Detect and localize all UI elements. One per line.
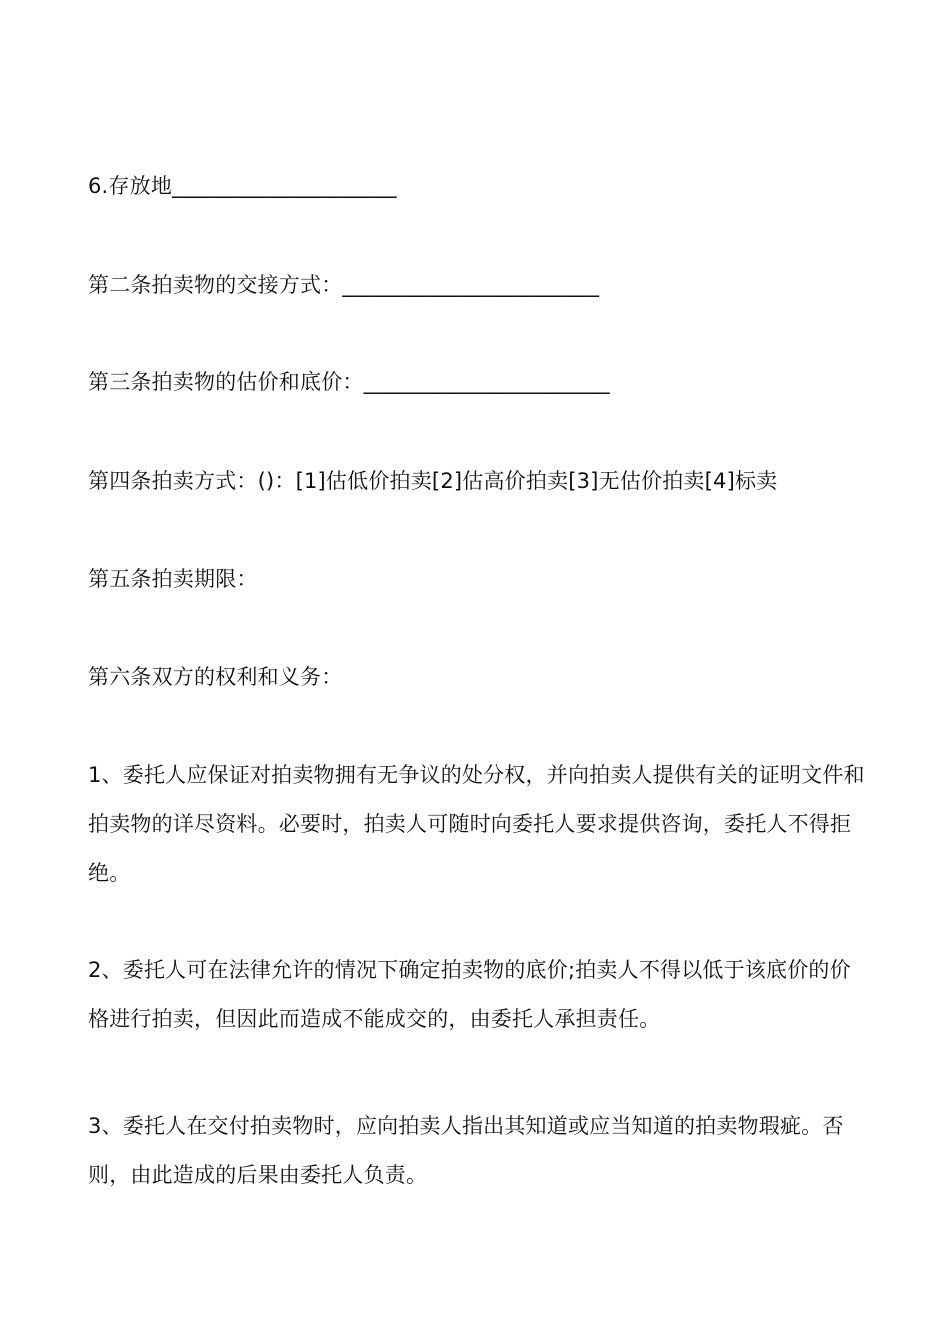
article-4-auction-method: 第四条拍卖方式：()：[1]估低价拍卖[2]估高价拍卖[3]无估价拍卖[4]标卖 (88, 469, 778, 493)
clause-2-paragraph: 2、委托人可在法律允许的情况下确定拍卖物的底价;拍卖人不得以低于该底价的价格进行拍卖，但因此而造成不能成交的，由委托人承担责任。 (88, 958, 851, 1031)
clause-3-paragraph: 3、委托人在交付拍卖物时，应向拍卖人指出其知道或应当知道的拍卖物瑕疵。否则，由此造成的后果由委托人负责。 (88, 1114, 844, 1187)
article-6-rights-obligations: 第六条双方的权利和义务： (88, 665, 343, 689)
article-2-handover-method: 第二条拍卖物的交接方式：________________________ (88, 273, 600, 297)
article-5-auction-period: 第五条拍卖期限： (88, 567, 258, 591)
clause-1-paragraph: 1、委托人应保证对拍卖物拥有无争议的处分权，并向拍卖人提供有关的证明文件和拍卖物的详尽资料。必要时，拍卖人可随时向委托人要求提供咨询，委托人不得拒绝。 (88, 763, 865, 885)
storage-location-line: 6.存放地_____________________ (88, 174, 397, 198)
article-3-valuation-reserve-price: 第三条拍卖物的估价和底价：_______________________ (88, 370, 610, 394)
